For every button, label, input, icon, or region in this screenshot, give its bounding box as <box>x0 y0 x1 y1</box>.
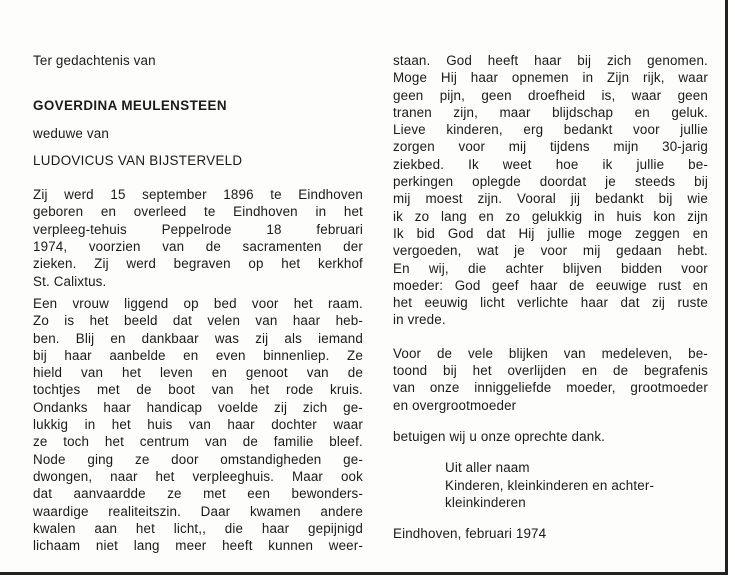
text-line: Ondanks haar handicap voelde zij zich ge- <box>33 399 363 415</box>
text-line: Lieve kinderen, erg bedankt voor jullie <box>393 122 708 138</box>
biography-paragraph <box>33 186 363 290</box>
text-line: geboren en overleed te Eindhoven in het <box>33 204 363 220</box>
text-line: zieken. Zij werd begraven op het kerkhof <box>33 256 363 272</box>
text-line: ziekbed. Ik weet hoe ik jullie be- <box>393 156 708 172</box>
text-line: Zij werd 15 september 1896 te Eindhoven <box>33 187 363 203</box>
widow-of-label: weduwe van <box>33 125 109 141</box>
text-line: Moge Hij haar opnemen in Zijn rijk, waar <box>393 70 708 86</box>
text-line: zorgen voor mij tijdens mijn 30-jarig <box>393 139 708 155</box>
text-line: vergoeden, wat je voor mij gedaan hebt. <box>393 243 708 259</box>
header-text: Ter gedachtenis van <box>33 53 156 68</box>
text-line: ben. Blij en dankbaar was zij als iemand <box>33 330 363 346</box>
right-column <box>393 52 708 542</box>
text-line: toond bij het overlijden en de begrafenis <box>393 363 708 379</box>
text-line: geen pijn, geen droefheid is, waar geen <box>393 87 708 103</box>
place-date: Eindhoven, februari 1974 <box>393 526 547 542</box>
remembrance-paragraph <box>33 295 363 554</box>
text-line: bij haar aanbelde en even binnenliep. Ze <box>33 347 363 363</box>
signoff-block <box>393 459 708 511</box>
text-line: ze toch het centrum van de familie bleef. <box>33 434 363 450</box>
text-line: perkingen oplegde doordat je steeds bij <box>393 174 708 190</box>
text-line: tochtjes met de boot van het rode kruis. <box>33 382 363 398</box>
text-line: moeder: God geef haar de eeuwige rust en <box>393 277 708 293</box>
text-line: dwongen, naar het verpleeghuis. Maar ook <box>33 468 363 484</box>
text-line: verpleeg-tehuis Peppelrode 18 februari <box>33 221 363 237</box>
text-line: dat aanvaardde ze met een bewonders- <box>33 486 363 502</box>
left-column <box>33 52 363 554</box>
text-line: waardige realiteitszin. Daar kwamen andere <box>33 503 363 519</box>
text-line: hield van het leven en genoot van de <box>33 365 363 381</box>
text-line: kwalen aan het licht,, die haar gepijnigd <box>33 520 363 536</box>
text-line: Node ging ze door omstandigheden ge- <box>33 451 363 467</box>
text-line: 1974, voorzien van de sacramenten der <box>33 239 363 255</box>
text-line: Ik bid God dat Hij jullie moge zeggen en <box>393 225 708 241</box>
text-line: Voor de vele blijken van medeleven, be- <box>393 345 708 361</box>
text-line: het eeuwig licht verlichte haar dat zij ruste <box>393 295 708 311</box>
signoff-line: Uit aller naam <box>445 460 530 476</box>
text-line: St. Calixtus. <box>33 273 107 289</box>
text-line: Een vrouw liggend op bed voor het raam. <box>33 295 363 311</box>
text-line: ik zo lang en zo gelukkig in huis kon zijn <box>393 208 708 224</box>
text-line: tranen zijn, maar blijdschap en geluk. <box>393 104 708 120</box>
text-line: Zo is het beeld dat velen van haar heb- <box>33 313 363 329</box>
text-line: En wij, die achter blijven bidden voor <box>393 260 708 276</box>
signoff-line: Kinderen, kleinkinderen en achter- <box>445 477 655 493</box>
text-line: van onze inniggeliefde moeder, grootmoeder <box>393 380 708 396</box>
spouse-name: LUDOVICUS VAN BIJSTERVELD <box>33 152 243 168</box>
text-line: mij moest zijn. Vooral jij bedankt bij wie <box>393 191 708 207</box>
signoff-line: kleinkinderen <box>445 494 526 510</box>
text-line: staan. God heeft haar bij zich genomen. <box>393 53 708 68</box>
acknowledgement-paragraph <box>393 345 708 414</box>
prayer-paragraph <box>393 52 708 329</box>
text-line: lichaam niet lang meer heeft kunnen weer- <box>33 538 363 554</box>
text-line: in vrede. <box>393 312 446 328</box>
text-line: lukkig in het huis van haar dochter waar <box>33 417 363 433</box>
thanks-line: betuigen wij u onze oprechte dank. <box>393 428 606 444</box>
text-line: en overgrootmoeder <box>393 397 517 413</box>
deceased-name: GOVERDINA MEULENSTEEN <box>33 98 227 114</box>
